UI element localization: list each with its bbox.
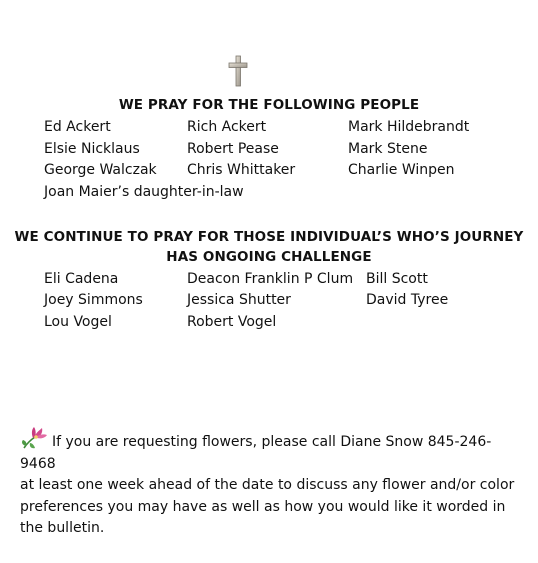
name-item: Mark Stene [348,141,428,157]
name-item: Joey Simmons [44,292,143,308]
name-item: Chris Whittaker [187,162,296,178]
name-item: Deacon Franklin P Clum [187,271,354,287]
name-item: Rich Ackert [187,119,267,135]
name-item: David Tyree [366,292,449,308]
name-item: Robert Pease [187,141,279,157]
flowers-note-line2: at least one week ahead of the date to discuss any flower and/or color [20,477,515,493]
flower-icon [20,426,48,450]
flowers-note-line3: preferences you may have as well as how you would like it worded in [20,498,506,515]
name-item: Elsie Nicklaus [44,141,140,157]
name-item: Lou Vogel [44,314,112,330]
name-item: Eli Cadena [44,271,119,287]
name-item: Mark Hildebrandt [348,119,470,135]
name-item: Charlie Winpen [348,162,455,178]
name-item: Bill Scott [366,271,428,287]
name-item: Joan Maier’s daughter-in-law [44,184,244,200]
name-item: Ed Ackert [44,119,111,135]
flowers-note-line1: If you are requesting flowers, please call Diane Snow 845-246-9468 [20,434,492,472]
section-heading-continue-line2: HAS ONGOING CHALLENGE [166,249,372,265]
section-heading-continue: WE CONTINUE TO PRAY FOR THOSE INDIVIDUAL’S WHO’S JOURNEY [14,229,524,245]
name-item: Jessica Shutter [187,292,291,308]
flowers-note-line [20,426,520,475]
flowers-note-line4: the bulletin. [20,520,105,536]
flowers-note [20,426,520,540]
name-item: Robert Vogel [187,314,277,330]
cross-icon [228,55,248,87]
section-heading-pray: WE PRAY FOR THE FOLLOWING PEOPLE [118,97,420,113]
name-item: George Walczak [44,162,157,178]
